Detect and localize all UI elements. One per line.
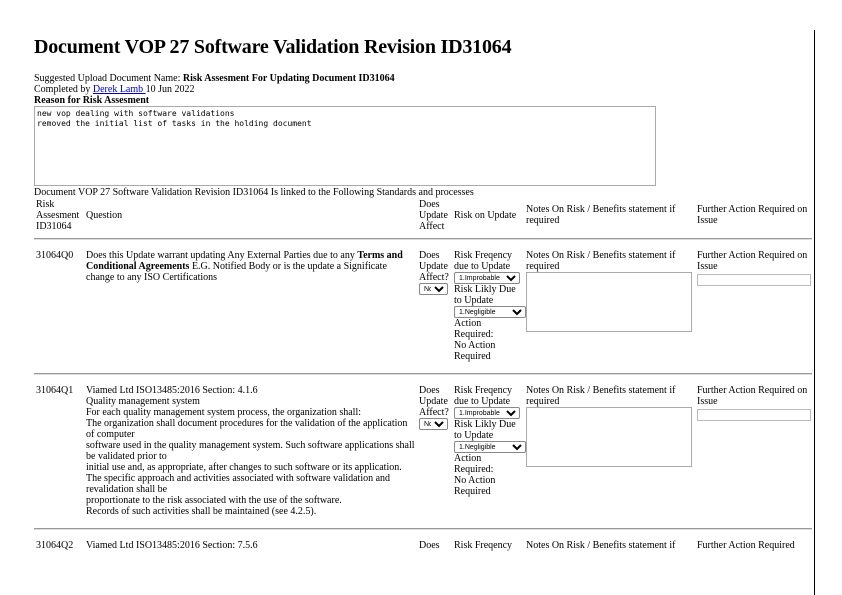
further-action-label: Further Action Required on Issue <box>697 250 808 272</box>
affect-select[interactable] <box>419 418 448 430</box>
risk-frequency-select[interactable] <box>454 272 520 284</box>
row-risk-cell <box>452 379 524 528</box>
completed-line <box>34 84 814 95</box>
action-required-value: No Action Required <box>454 475 496 497</box>
action-required-value: No Action Required <box>454 340 496 362</box>
row-risk-cell <box>452 244 524 373</box>
further-action-label: Further Action Required on Issue <box>697 385 808 407</box>
row-notes-cell <box>524 244 695 373</box>
header-question: Question <box>86 210 123 221</box>
risk-frequency-label: Risk Freqency <box>454 540 513 551</box>
completed-label: Completed by <box>34 84 93 95</box>
header-does-update-affect: Does Update Affect <box>419 199 448 232</box>
risk-table <box>34 199 812 562</box>
risk-frequency-label: Risk Freqency due to Update <box>454 385 513 407</box>
row-question: Viamed Ltd ISO13485:2016 Section: 7.5.6 <box>86 540 258 551</box>
action-required-label: Action Required: <box>454 453 494 475</box>
row-question: Does this Update warrant updating Any External Parties due to any Terms and Conditional Agreements E.G. Notified Body or is the update a Significate change to any ISO Certifications <box>86 250 403 283</box>
completed-date: 10 Jun 2022 <box>145 84 195 95</box>
table-row <box>34 244 812 373</box>
completed-by-link[interactable]: Derek Lamb <box>92 84 146 95</box>
upload-name-label: Suggested Upload Document Name: <box>34 73 183 84</box>
page-right-border <box>814 30 815 595</box>
affect-label: Does Update Affect? <box>419 385 449 418</box>
row-notes-cell <box>524 379 695 528</box>
further-action-input[interactable] <box>697 274 811 286</box>
row-further-cell <box>695 379 812 528</box>
risk-assessment-page <box>34 36 814 562</box>
linked-standards-text: Document VOP 27 Software Validation Revision ID31064 Is linked to the Following Standards and processes <box>34 187 474 198</box>
notes-textarea[interactable] <box>526 407 692 467</box>
row-id: 31064Q0 <box>36 250 74 261</box>
notes-label: Notes On Risk / Benefits statement if required <box>526 250 676 272</box>
row-affect-cell: Does <box>419 540 440 551</box>
row-question: Viamed Ltd ISO13485:2016 Section: 4.1.6 Quality management system For each quality management system process, the organization shall: The organization shall document procedures for the validation of the application of computer software used in the quality management system. Such software applications shall be validated prior to initial use and, as appropriate, after changes to such software or its application. The specific approach and activities associated with software validation and revalidation shall be proportionate to the risk associated with the use of the software. Records of such activities shall be maintained (see 4.2.5). <box>86 385 415 517</box>
risk-likely-select[interactable] <box>454 441 526 453</box>
reason-textarea[interactable] <box>34 106 656 186</box>
document-meta <box>34 73 814 106</box>
risk-likely-label: Risk Likly Due to Update <box>454 419 516 441</box>
row-affect-cell <box>417 244 452 373</box>
table-header-row <box>34 199 812 238</box>
header-notes: Notes On Risk / Benefits statement if required <box>526 204 676 226</box>
upload-name-value: Risk Assesment For Updating Document ID31064 <box>182 73 395 84</box>
reason-label: Reason for Risk Assesment <box>34 95 150 106</box>
affect-select[interactable] <box>419 283 448 295</box>
notes-textarea[interactable] <box>526 272 692 332</box>
risk-likely-select[interactable] <box>454 306 526 318</box>
header-further-action: Further Action Required on Issue <box>697 204 808 226</box>
header-risk-on-update: Risk on Update <box>454 210 517 221</box>
header-risk-id: Risk Assesment ID31064 <box>36 199 80 232</box>
notes-label: Notes On Risk / Benefits statement if required <box>526 385 676 407</box>
upload-name-line <box>34 73 814 84</box>
table-row <box>34 379 812 528</box>
notes-label: Notes On Risk / Benefits statement if <box>526 540 676 551</box>
table-row <box>34 534 812 562</box>
risk-frequency-label: Risk Freqency due to Update <box>454 250 513 272</box>
affect-label: Does Update Affect? <box>419 250 449 283</box>
further-action-label: Further Action Required <box>697 540 795 551</box>
row-id: 31064Q1 <box>36 385 74 396</box>
action-required-label: Action Required: <box>454 318 494 340</box>
page-title: Document VOP 27 Software Validation Revision ID31064 <box>34 36 512 58</box>
further-action-input[interactable] <box>697 409 811 421</box>
row-further-cell <box>695 244 812 373</box>
row-affect-cell <box>417 379 452 528</box>
row-id: 31064Q2 <box>36 540 74 551</box>
risk-likely-label: Risk Likly Due to Update <box>454 284 516 306</box>
risk-frequency-select[interactable] <box>454 407 520 419</box>
